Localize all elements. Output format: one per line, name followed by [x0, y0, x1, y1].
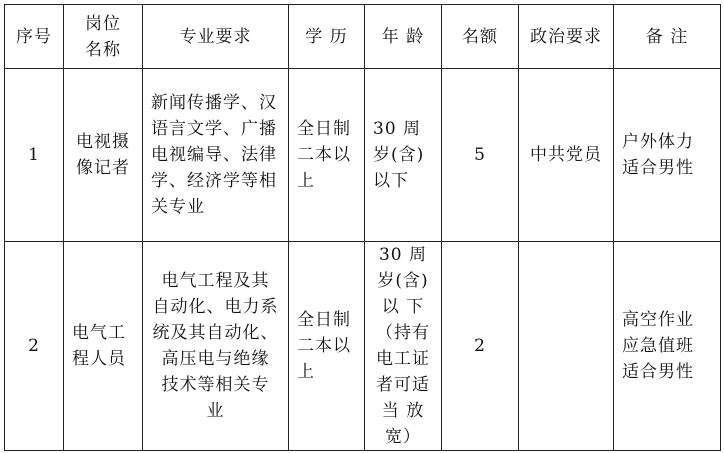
header-political: 政治要求 — [519, 5, 614, 69]
cell-education: 全日制 二本以 上 — [289, 242, 365, 451]
header-no: 序号 — [5, 5, 64, 69]
cell-major: 新闻传播学、汉 语言文学、广播 电视编导、法律 学、经济学等相 关专业 — [143, 69, 289, 242]
cell-political — [519, 242, 614, 451]
table-row — [5, 69, 721, 242]
header-position: 岗位 名称 — [64, 5, 143, 69]
table-row — [5, 242, 721, 451]
cell-age: 30 周 岁(含) 以下 — [365, 69, 442, 242]
cell-note: 高空作业 应急值班 适合男性 — [614, 242, 721, 451]
table-header-row — [5, 5, 721, 69]
recruitment-table — [4, 4, 721, 451]
cell-age: 30 周 岁(含) 以 下 （持有 电工证 者可适 当 放 宽） — [365, 242, 442, 451]
cell-position: 电气工 程人员 — [64, 242, 143, 451]
cell-note: 户外体力 适合男性 — [614, 69, 721, 242]
cell-position: 电视摄 像记者 — [64, 69, 143, 242]
cell-no: 1 — [5, 69, 64, 242]
cell-political: 中共党员 — [519, 69, 614, 242]
cell-no: 2 — [5, 242, 64, 451]
cell-education: 全日制 二本以 上 — [289, 69, 365, 242]
cell-quota: 5 — [442, 69, 519, 242]
header-major: 专业要求 — [143, 5, 289, 69]
header-age: 年 龄 — [365, 5, 442, 69]
cell-quota: 2 — [442, 242, 519, 451]
header-quota: 名额 — [442, 5, 519, 69]
header-note: 备 注 — [614, 5, 721, 69]
cell-major: 电气工程及其 自动化、电力系 统及其自动化、 高压电与绝缘 技术等相关专 业 — [143, 242, 289, 451]
header-education: 学 历 — [289, 5, 365, 69]
